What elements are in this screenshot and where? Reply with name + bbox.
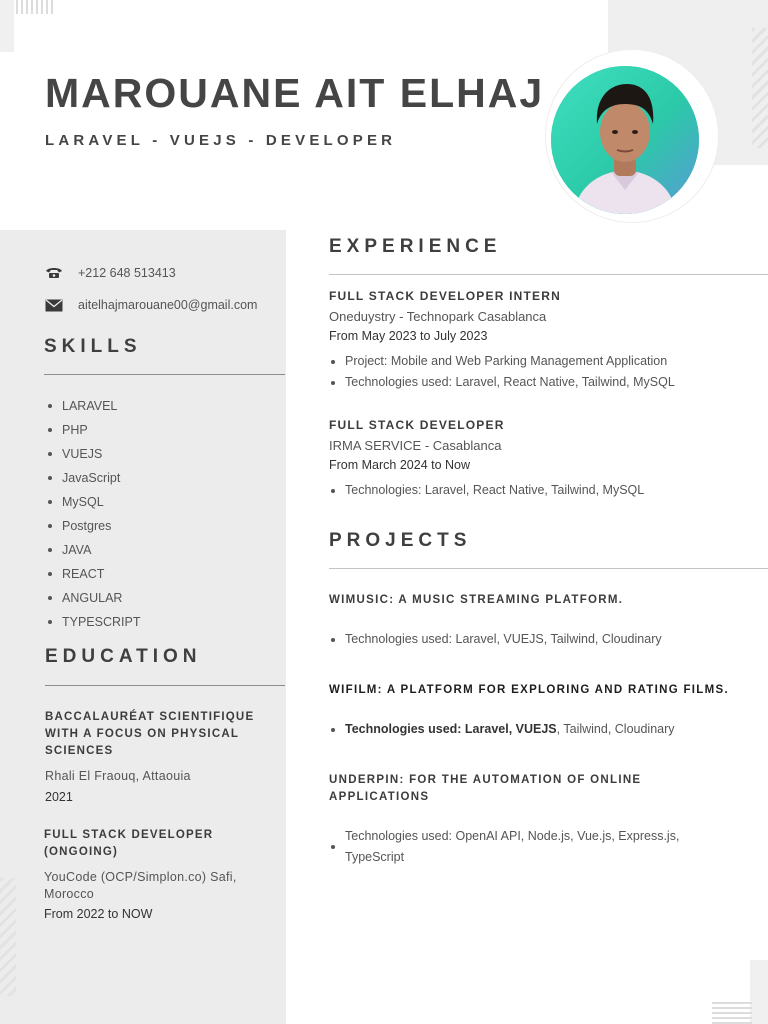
- project-bullets: [329, 629, 662, 650]
- skill-item: LARAVEL: [46, 394, 141, 418]
- skill-item: ANGULAR: [46, 586, 141, 610]
- skill-item: REACT: [46, 562, 141, 586]
- resume-subtitle: LARAVEL - VUEJS - DEVELOPER: [45, 132, 397, 149]
- job-dates: From March 2024 to Now: [329, 458, 471, 472]
- skill-item: PHP: [46, 418, 141, 442]
- education-degree: FULL STACK DEVELOPER (ONGOING): [44, 829, 214, 858]
- job-entry: [329, 418, 644, 501]
- profile-photo: [551, 66, 699, 214]
- project-tech: Technologies used: Laravel, VUEJS, Tailwind, Cloudinary: [329, 629, 662, 650]
- project-tech-rest: , Tailwind, Cloudinary: [556, 722, 675, 736]
- experience-heading: EXPERIENCE: [329, 236, 502, 257]
- skills-heading: SKILLS: [44, 336, 142, 357]
- education-school: Rhali El Fraouq, Attaouia: [45, 769, 191, 783]
- education-divider: [45, 685, 285, 686]
- skill-item: MySQL: [46, 490, 141, 514]
- stripe-decoration-right: [752, 28, 768, 148]
- job-bullet: Technologies: Laravel, React Native, Tailwind, MySQL: [329, 480, 644, 501]
- education-date: From 2022 to NOW: [44, 907, 153, 921]
- education-heading: EDUCATION: [45, 646, 202, 667]
- project-title: WIMUSIC: A MUSIC STREAMING PLATFORM.: [329, 594, 624, 606]
- email-address: aitelhajmarouane00@gmail.com: [78, 298, 258, 312]
- project-entry: [329, 592, 662, 650]
- job-title: FULL STACK DEVELOPER: [329, 418, 505, 432]
- project-entry: [329, 682, 729, 740]
- job-bullets: [329, 351, 675, 393]
- skill-item: VUEJS: [46, 442, 141, 466]
- job-bullets: [329, 480, 644, 501]
- education-entry: [44, 827, 244, 921]
- job-company: IRMA SERVICE - Casablanca: [329, 438, 502, 453]
- education-school: YouCode (OCP/Simplon.co) Safi, Morocco: [44, 870, 237, 901]
- resume-name: MAROUANE AIT ELHAJ: [45, 70, 545, 116]
- job-bullet: Technologies used: Laravel, React Native, Tailwind, MySQL: [329, 372, 675, 393]
- project-tech: Technologies used: OpenAI API, Node.js, Vue.js, Express.js, TypeScript: [329, 826, 685, 868]
- experience-divider: [329, 274, 768, 275]
- skill-item: Postgres: [46, 514, 141, 538]
- projects-heading: PROJECTS: [329, 530, 472, 551]
- project-title: WIFILM: A PLATFORM FOR EXPLORING AND RATING FILMS.: [329, 684, 729, 696]
- phone-number: +212 648 513413: [78, 266, 176, 280]
- job-dates: From May 2023 to July 2023: [329, 329, 488, 343]
- skill-item: TYPESCRIPT: [46, 610, 141, 634]
- project-tech: [329, 719, 729, 740]
- project-bullets: [329, 719, 729, 740]
- job-entry: [329, 289, 675, 393]
- education-degree: BACCALAURÉAT SCIENTIFIQUE WITH A FOCUS ON PHYSICAL SCIENCES: [45, 711, 255, 757]
- education-entry: [45, 709, 277, 804]
- project-tech-bold: Technologies used: Laravel, VUEJS: [345, 722, 557, 736]
- skill-item: JAVA: [46, 538, 141, 562]
- contact-email[interactable]: [44, 295, 257, 315]
- skill-item: JavaScript: [46, 466, 141, 490]
- project-title: UNDERPIN: FOR THE AUTOMATION OF ONLINE APPLICATIONS: [329, 774, 642, 803]
- project-bullets: [329, 826, 689, 868]
- envelope-icon: [44, 297, 64, 313]
- stripe-decoration-bottom: [712, 1002, 752, 1024]
- stripe-decoration-left: [0, 878, 16, 996]
- education-date: 2021: [45, 790, 73, 804]
- project-entry: [329, 772, 689, 868]
- contact-phone[interactable]: [44, 263, 176, 283]
- skills-divider: [44, 374, 285, 375]
- stripe-decoration-top: [16, 0, 54, 14]
- phone-icon: [44, 265, 64, 281]
- job-title: FULL STACK DEVELOPER INTERN: [329, 289, 561, 303]
- projects-divider: [329, 568, 768, 569]
- job-bullet: Project: Mobile and Web Parking Management Application: [329, 351, 675, 372]
- skills-list: [46, 394, 141, 634]
- corner-decoration: [0, 0, 14, 52]
- job-company: Oneduystry - Technopark Casablanca: [329, 309, 547, 324]
- bottom-right-panel: [750, 960, 768, 1024]
